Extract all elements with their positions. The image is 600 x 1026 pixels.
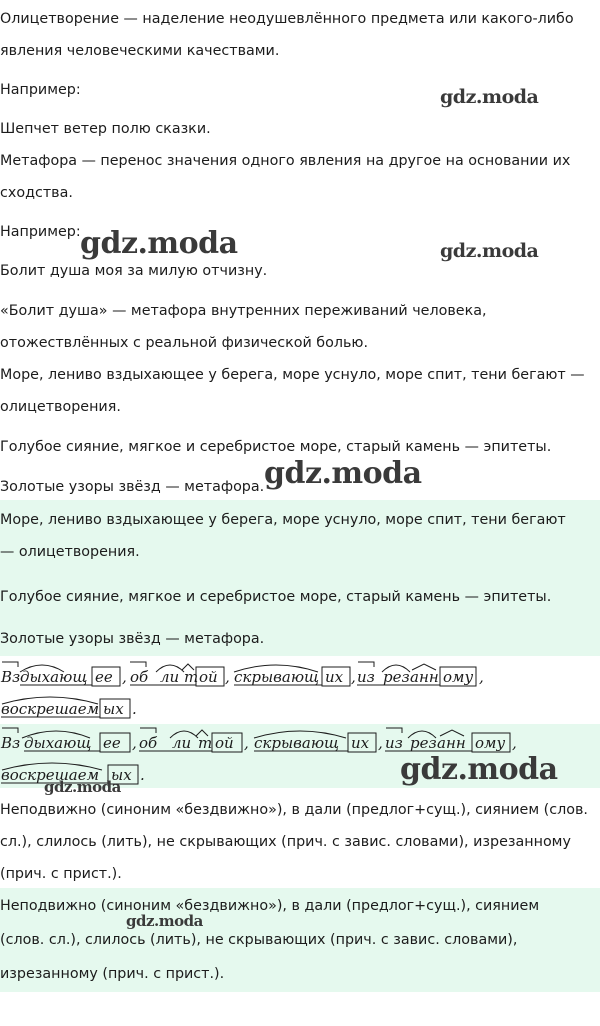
morpheme-separator: , <box>351 668 356 686</box>
morpheme-diagram-2 <box>0 692 600 728</box>
morpheme-root: скрывающ <box>254 734 340 752</box>
watermark-logo: gdz.moda <box>80 226 238 261</box>
morpheme-separator: , <box>244 734 249 752</box>
paragraph-metaphor-def-2: сходства. <box>0 185 73 201</box>
watermark-logo: gdz.moda <box>44 778 121 796</box>
morpheme-separator: , <box>378 734 383 752</box>
morpheme-ending: ее <box>95 668 113 686</box>
morpheme-root: рез <box>410 734 437 752</box>
morpheme-root: воскрешаем <box>1 700 100 718</box>
morpheme-analysis-row-1 <box>0 660 600 696</box>
morpheme-ending: ой <box>215 734 234 752</box>
analysis-line-1: Неподвижно (синоним «бездвижно»), в дали (предлог+сущ.), сиянием (слов. <box>0 802 588 818</box>
paragraph-example-label-2: Например: <box>0 224 81 240</box>
morpheme-suffix: анн <box>437 734 466 752</box>
analysis-line-2: сл.), слилось (лить), не скрывающих (прич. с завис. словами), изрезанному <box>0 834 571 850</box>
watermark-logo: gdz.moda <box>440 240 539 262</box>
morpheme-root: ли <box>172 734 192 752</box>
morpheme-ending: ому <box>443 668 474 686</box>
morpheme-diagram-1 <box>0 660 600 696</box>
morpheme-analysis-row-2 <box>0 692 600 728</box>
paragraph-example-2: Болит душа моя за милую отчизну. <box>0 263 268 279</box>
morpheme-ending: ее <box>103 734 121 752</box>
paragraph-answer-personification-1: Море, лениво вздыхающее у берега, море уснуло, море спит, тени бегают — <box>0 367 585 383</box>
morpheme-separator: . <box>132 700 137 718</box>
morpheme-ending: ому <box>475 734 506 752</box>
morpheme-separator: , <box>225 668 230 686</box>
morpheme-root: скрывающ <box>234 668 320 686</box>
morpheme-separator: , <box>479 668 484 686</box>
morpheme-suffix: т <box>198 734 213 752</box>
paragraph-explanation-1: «Болит душа» — метафора внутренних переживаний человека, <box>0 303 487 319</box>
paragraph-example-label-1: Например: <box>0 82 81 98</box>
paragraph-explanation-2: отожествлённых с реальной физической болью. <box>0 335 369 351</box>
morpheme-suffix: т <box>184 668 199 686</box>
paragraph-answer-personification-2: олицетворения. <box>0 399 121 415</box>
morpheme-separator: . <box>140 766 145 784</box>
morpheme-separator: , <box>132 734 137 752</box>
morpheme-root: ли <box>160 668 180 686</box>
morpheme-suffix: анн <box>410 668 439 686</box>
paragraph-personification-def-1: Олицетворение — наделение неодушевлённого предмета или какого-либо <box>0 11 574 27</box>
morpheme-ending: их <box>351 734 370 752</box>
morpheme-ending: ых <box>111 766 132 784</box>
morpheme-root: дыхающ <box>24 734 92 752</box>
morpheme-prefix: из <box>357 668 375 686</box>
morpheme-prefix: Вз <box>1 734 21 752</box>
analysis-hl-line-3: изрезанному (прич. с прист.). <box>0 966 225 982</box>
morpheme-prefix: из <box>385 734 403 752</box>
morpheme-ending: их <box>325 668 344 686</box>
morpheme-prefix: об <box>139 734 158 752</box>
morpheme-ending: ых <box>103 700 124 718</box>
paragraph-metaphor-def-1: Метафора — перенос значения одного явления на другое на основании их <box>0 153 571 169</box>
paragraph-answer-metaphor: Золотые узоры звёзд — метафора. <box>0 479 265 495</box>
analysis-line-3: (прич. с прист.). <box>0 866 122 882</box>
highlight-epithets: Голубое сияние, мягкое и серебристое море, старый камень — эпитеты. <box>0 589 552 605</box>
watermark-logo: gdz.moda <box>264 456 422 491</box>
analysis-hl-line-2: (слов. сл.), слилось (лить), не скрывающих (прич. с завис. словами), <box>0 932 518 948</box>
morpheme-separator: , <box>122 668 127 686</box>
morpheme-root: дыхающ <box>20 668 88 686</box>
morpheme-separator: , <box>512 734 517 752</box>
paragraph-example-1: Шепчет ветер полю сказки. <box>0 121 211 137</box>
morpheme-root: рез <box>383 668 410 686</box>
watermark-logo: gdz.moda <box>126 912 203 930</box>
highlight-personification-2: — олицетворения. <box>0 544 140 560</box>
morpheme-prefix: об <box>130 668 149 686</box>
watermark-logo: gdz.moda <box>400 752 558 787</box>
morpheme-ending: ой <box>199 668 218 686</box>
morpheme-prefix: Вз <box>1 668 21 686</box>
paragraph-answer-epithets: Голубое сияние, мягкое и серебристое море, старый камень — эпитеты. <box>0 439 552 455</box>
morpheme-root: воскрешаем <box>1 766 100 784</box>
paragraph-personification-def-2: явления человеческими качествами. <box>0 43 280 59</box>
highlight-metaphor: Золотые узоры звёзд — метафора. <box>0 631 265 647</box>
analysis-hl-line-1: Неподвижно (синоним «бездвижно»), в дали (предлог+сущ.), сиянием <box>0 898 540 914</box>
watermark-logo: gdz.moda <box>440 86 539 108</box>
highlight-personification-1: Море, лениво вздыхающее у берега, море уснуло, море спит, тени бегают <box>0 512 566 528</box>
